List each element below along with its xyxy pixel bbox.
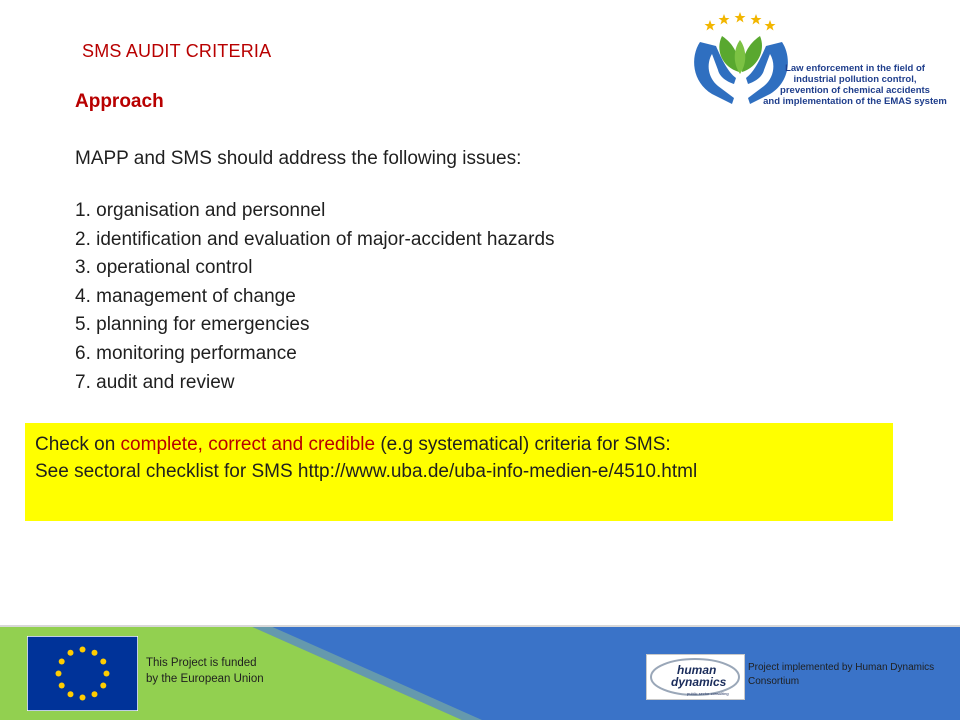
highlight-line-1 (35, 431, 883, 458)
human-dynamics-word-2: dynamics (671, 675, 727, 689)
highlight-box (25, 423, 893, 521)
list-item: 4. management of change (75, 285, 296, 307)
checklist-link-text: See sectoral checklist for SMS http://www.uba.de/uba-info-medien-e/4510.html (35, 461, 698, 482)
implemented-by-text: Project implemented by Human Dynamics Consortium (748, 662, 935, 687)
human-dynamics-logo (646, 654, 745, 700)
footer (0, 625, 960, 720)
funded-line-2: by the European Union (146, 673, 264, 685)
top-logo-line-2: industrial pollution control, (793, 74, 917, 85)
list-item: 1. organisation and personnel (75, 200, 326, 221)
funded-line-1: This Project is funded (146, 657, 257, 669)
approach-heading: Approach (75, 91, 164, 112)
list-item: 3. operational control (75, 257, 253, 279)
slide-title: SMS AUDIT CRITERIA (82, 41, 272, 61)
top-logo-line-1: Law enforcement in the field of (785, 63, 925, 74)
list-item: 5. planning for emergencies (75, 314, 310, 336)
highlight-suffix: (e.g systematical) criteria for SMS: (375, 434, 671, 455)
top-logo-line-4: and implementation of the EMAS system (763, 96, 947, 107)
eu-flag-icon (27, 636, 138, 711)
intro-text: MAPP and SMS should address the following issues: (75, 148, 522, 169)
issues-list (75, 197, 695, 397)
list-item: 2. identification and evaluation of major-accident hazards (75, 228, 555, 250)
funded-by-text (146, 655, 316, 687)
list-item: 7. audit and review (75, 371, 235, 393)
top-logo-line-3: prevention of chemical accidents (780, 85, 930, 96)
highlight-prefix: Check on (35, 434, 121, 455)
human-dynamics-tagline: public sector consulting (687, 691, 729, 696)
list-item: 6. monitoring performance (75, 342, 297, 364)
top-logo-caption (760, 63, 950, 107)
main-content (75, 90, 695, 397)
human-dynamics-word-1: human (677, 663, 717, 677)
highlight-emphasis: complete, correct and credible (120, 434, 376, 455)
